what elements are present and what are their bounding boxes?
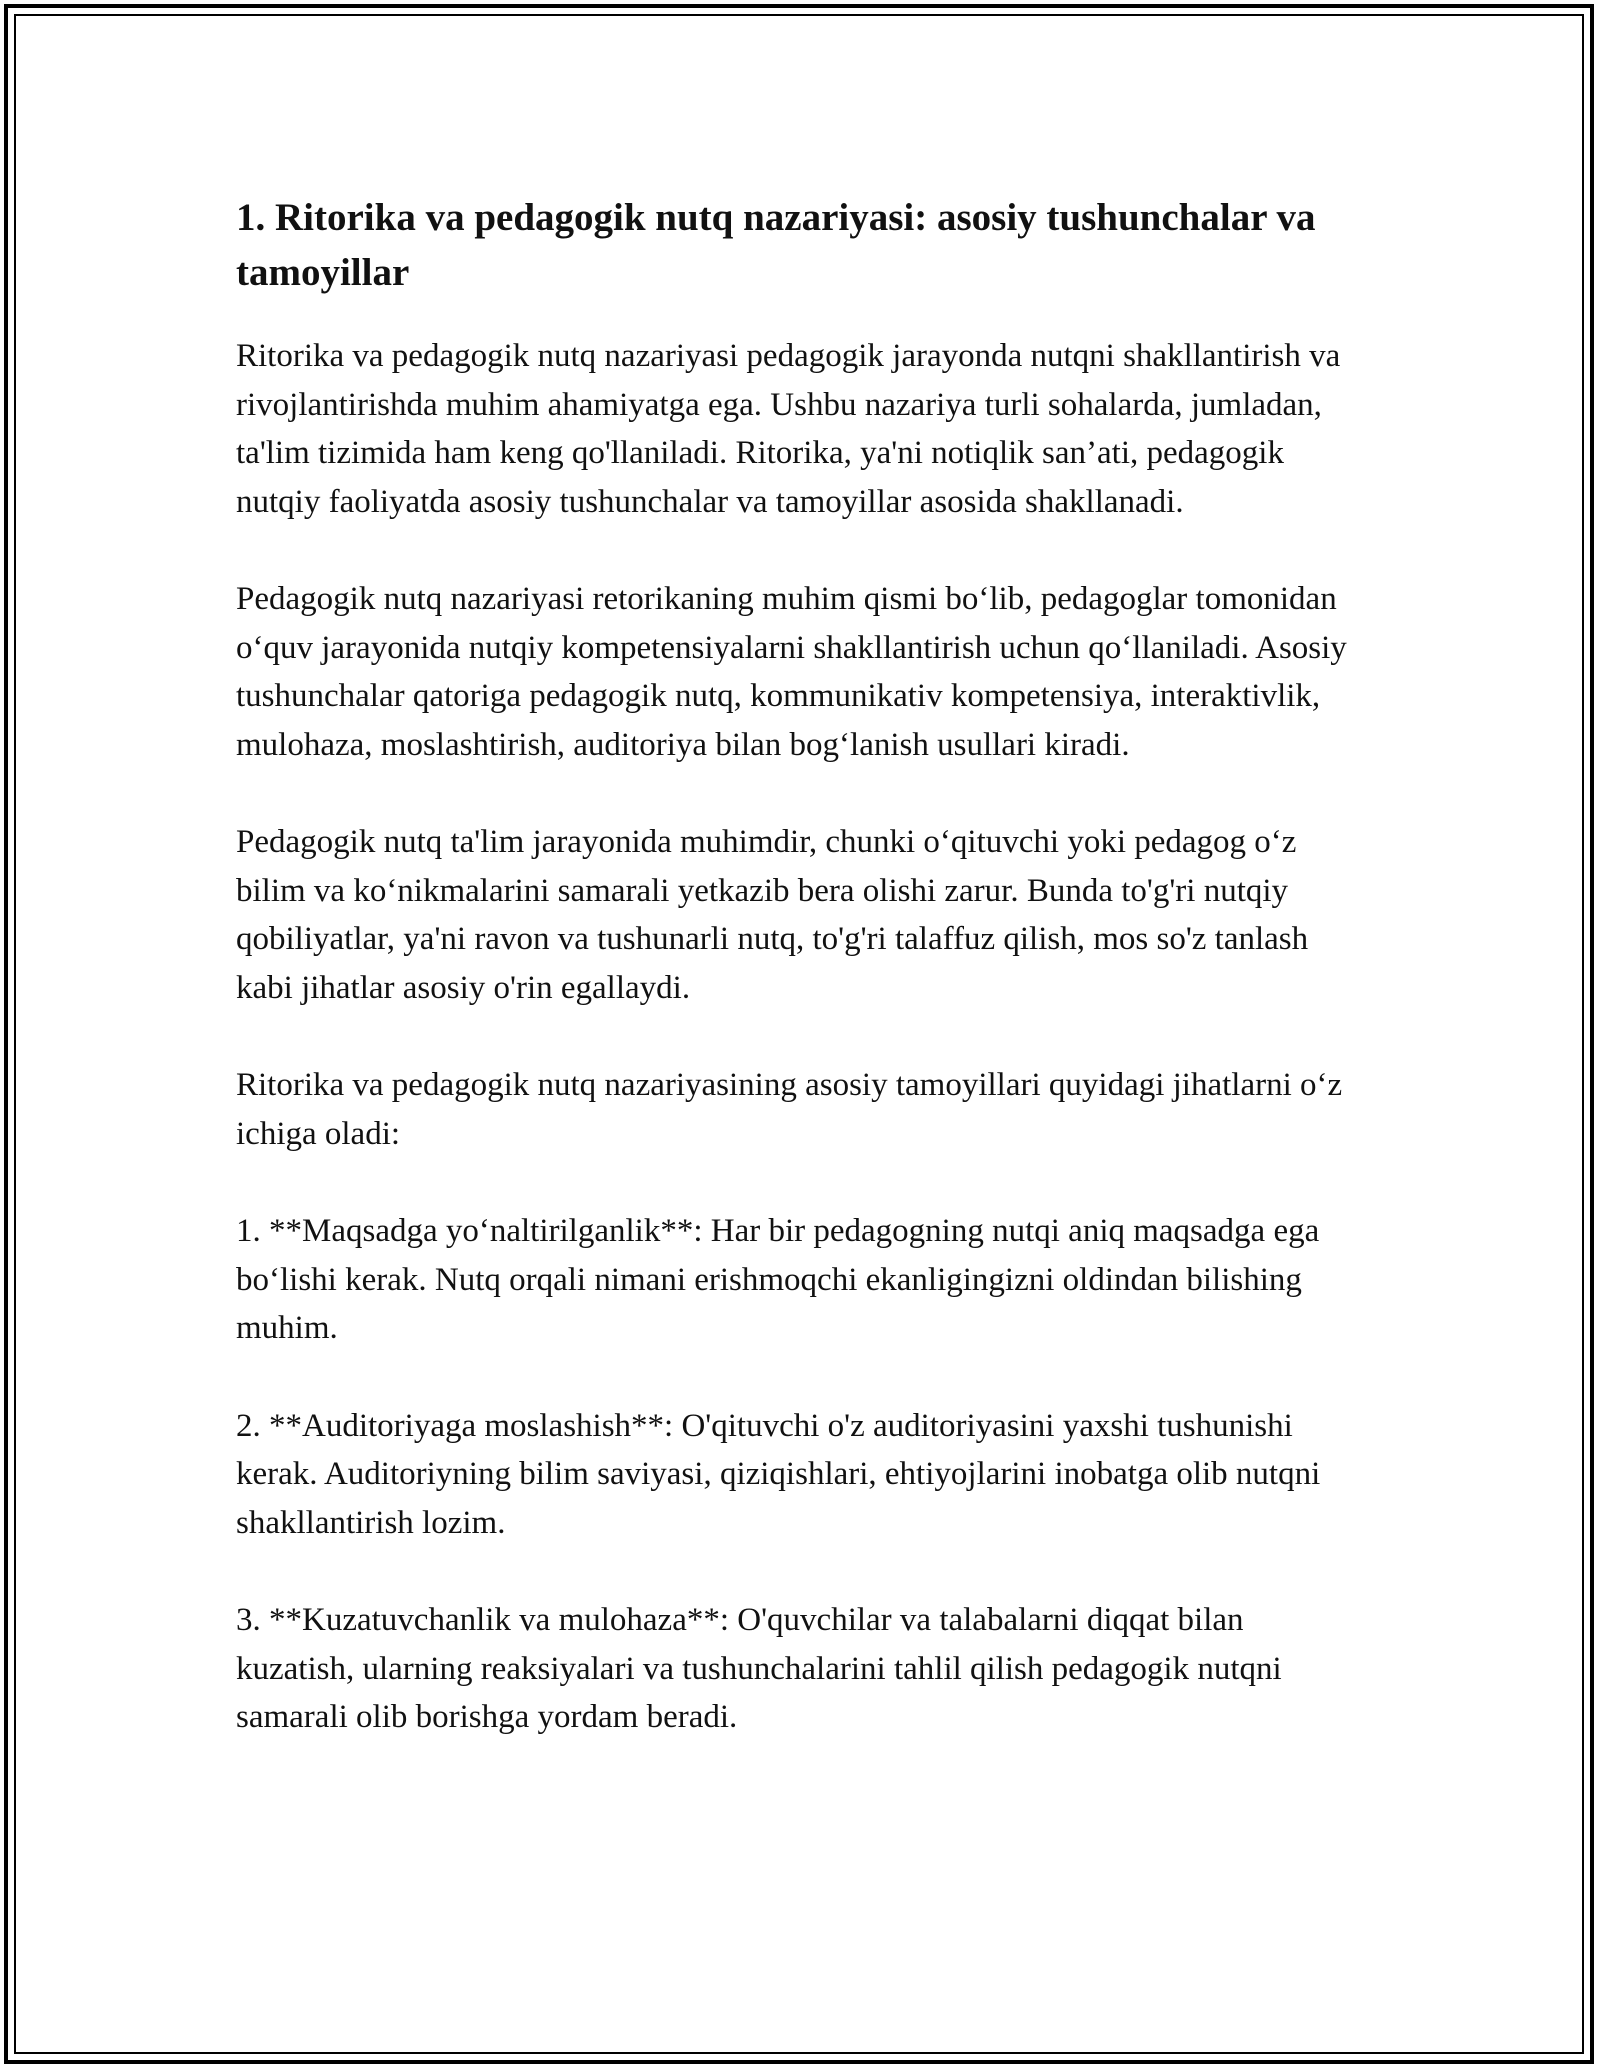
list-item-principle-3: 3. **Kuzatuvchanlik va mulohaza**: O'quvchilar va talabalarni diqqat bilan kuzatish, ularning reaksiyalari va tushunchalarini tahlil qilish pedagogik nutqni samarali olib borishga yordam beradi. [236, 1602, 1282, 1735]
paragraph-intro: Ritorika va pedagogik nutq nazariyasi pedagogik jarayonda nutqni shakllantirish va rivojlantirishda muhim ahamiyatga ega. Ushbu nazariya turli sohalarda, jumladan, ta'lim tizimida ham keng qo'llaniladi. Ritorika, ya'ni notiqlik san’ati, pedagogik nutqiy faoliyatda asosiy tushunchalar va tamoyillar asosida shakllanadi. [236, 338, 1341, 520]
paragraph-principles-intro: Ritorika va pedagogik nutq nazariyasining asosiy tamoyillari quyidagi jihatlarni o‘z ichiga oladi: [236, 1067, 1343, 1152]
section-heading: 1. Ritorika va pedagogik nutq nazariyasi: asosiy tushunchalar va tamoyillar [236, 196, 1316, 294]
paragraph-importance: Pedagogik nutq ta'lim jarayonida muhimdir, chunki o‘qituvchi yoki pedagog o‘z bilim va ko‘nikmalarini samarali yetkazib bera olishi zarur. Bunda to'g'ri nutqiy qobiliyatlar, ya'ni ravon va tushunarli nutq, to'g'ri talaffuz qilish, mos so'z tanlash kabi jihatlar asosiy o'rin egallaydi. [236, 824, 1309, 1006]
paragraph-concepts: Pedagogik nutq nazariyasi retorikaning muhim qismi bo‘lib, pedagoglar tomonidan o‘quv jarayonida nutqiy kompetensiyalarni shakllantirish uchun qo‘llaniladi. Asosiy tushunchalar qatoriga pedagogik nutq, kommunikativ kompetensiya, interaktivlik, mulohaza, moslashtirish, auditoriya bilan bog‘lanish usullari kiradi. [236, 581, 1347, 763]
list-item-principle-1: 1. **Maqsadga yo‘naltirilganlik**: Har bir pedagogning nutqi aniq maqsadga ega bo‘lishi kerak. Nutq orqali nimani erishmoqchi ekanligingizni oldindan bilishing muhim. [236, 1213, 1320, 1346]
list-item-principle-2: 2. **Auditoriyaga moslashish**: O'qituvchi o'z auditoriyasini yaxshi tushunishi kerak. Auditoriyning bilim saviyasi, qiziqishlari, ehtiyojlarini inobatga olib nutqni shakllantirish lozim. [236, 1407, 1321, 1541]
document-body [236, 190, 1366, 1791]
